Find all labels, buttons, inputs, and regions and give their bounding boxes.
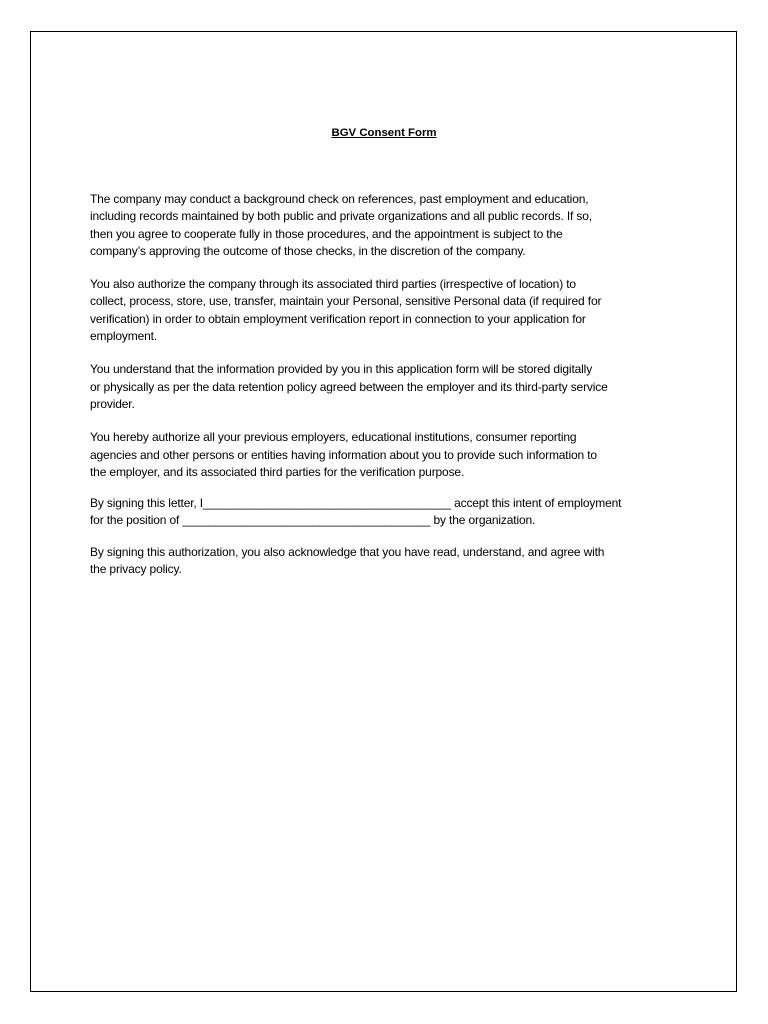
document-body xyxy=(90,191,676,594)
paragraph-background-check xyxy=(90,191,676,260)
paragraph-authorization xyxy=(90,276,676,345)
text-line: or physically as per the data retention policy agreed between the employer and its third-party service xyxy=(90,379,608,394)
document-title: BGV Consent Form xyxy=(331,127,437,139)
text-line: company’s approving the outcome of those checks, in the discretion of the company. xyxy=(90,243,526,258)
text-line: The company may conduct a background check on references, past employment and education, xyxy=(90,192,589,206)
signature-line-position: for the position of ______________________________________ by the organization. xyxy=(90,513,536,528)
paragraph-previous-employers xyxy=(90,429,676,481)
text-line: the privacy policy. xyxy=(90,562,182,577)
text-line: employment. xyxy=(90,329,158,344)
paragraph-signature-fields xyxy=(90,495,676,530)
text-line: By signing this authorization, you also acknowledge that you have read, understand, and agree with xyxy=(90,544,605,559)
paragraph-privacy-acknowledgement xyxy=(90,544,676,579)
text-line: You understand that the information provided by you in this application form will be stored digitally xyxy=(90,362,593,377)
text-line: agencies and other persons or entities having information about you to provide such information to xyxy=(90,447,597,462)
text-line: the employer, and its associated third parties for the verification purpose. xyxy=(90,464,465,479)
text-line: You also authorize the company through its associated third parties (irrespective of location) to xyxy=(90,277,576,292)
text-line: then you agree to cooperate fully in those procedures, and the appointment is subject to the xyxy=(90,226,563,241)
signature-line-name: By signing this letter, I______________________________________ accept this intent of employment xyxy=(90,496,622,511)
text-line: You hereby authorize all your previous employers, educational institutions, consumer reporting xyxy=(90,430,577,445)
text-line: including records maintained by both public and private organizations and all public records. If so, xyxy=(90,209,592,224)
text-line: verification) in order to obtain employment verification report in connection to your application for xyxy=(90,311,586,326)
paragraph-data-retention xyxy=(90,361,676,413)
text-line: provider. xyxy=(90,396,135,411)
text-line: collect, process, store, use, transfer, maintain your Personal, sensitive Personal data (if required for xyxy=(90,294,602,309)
